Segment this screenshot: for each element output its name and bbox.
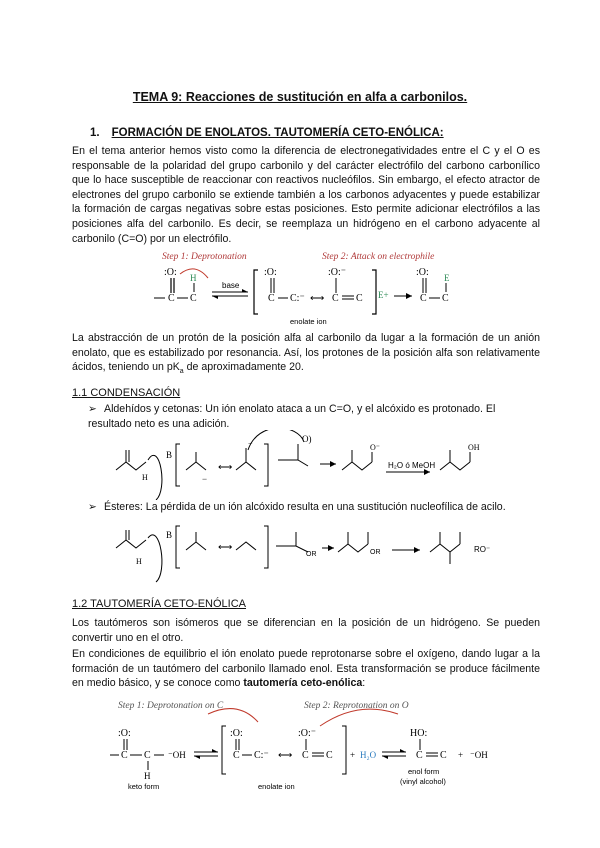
svg-text::O:: :O: (164, 267, 177, 278)
svg-text:⟷: ⟷ (218, 542, 233, 553)
enolate-paragraph-end: de aproximadamente 20. (183, 361, 304, 374)
keto-enol-figure (108, 698, 508, 790)
bullet-arrow-icon: ➢ (88, 403, 97, 415)
tautomerism-heading: 1.2 TAUTOMERÍA CETO-ENÓLICA (72, 598, 247, 610)
svg-text:C: C (416, 750, 423, 761)
svg-text:C: C (440, 750, 447, 761)
svg-text:C: C (268, 293, 275, 304)
svg-text:C: C (121, 750, 128, 761)
svg-text:−: − (202, 474, 208, 484)
fig1-h-label: H (190, 273, 197, 283)
fig1-base-label: base (222, 281, 240, 290)
fig4-oh-2: ⁻OH (470, 750, 488, 760)
svg-text:⟷: ⟷ (278, 750, 293, 761)
fig3-base: B (166, 530, 173, 540)
svg-text:C: C (356, 293, 363, 304)
fig4-keto-caption: keto form (128, 782, 160, 790)
keto-enol-text: En condiciones de equilibrio el ión enolato puede reprotonarse sobre el oxígeno, dando lugar a la formación de un tautómero del carbonilo llamado enol. Esta transformación se produce fácilmente en medio básico, y se conoce como (72, 648, 540, 690)
svg-text:C: C (326, 750, 333, 761)
fig4-ho: HO: (410, 728, 428, 739)
svg-text:C: C (168, 293, 175, 304)
fig1-step1-label: Step 1: Deprotonation (162, 252, 247, 262)
fig2-reagent: H₂O ó MeOH (388, 461, 436, 470)
enolate-paragraph-text: La abstracción de un protón de la posición alfa al carbonilo da lugar a la formación de un anión enolato, que es estabilizado por resonancia. Así, los protones de la posición alfa son relativamente ácidos, teniendo un pK (72, 332, 540, 374)
fig3-h: H (136, 557, 142, 566)
svg-text:O⁻: O⁻ (370, 443, 380, 452)
enolate-formation-figure (150, 248, 470, 328)
pka-subscript: a (179, 368, 184, 376)
svg-text:−: − (248, 439, 253, 448)
ester-condensation-figure (108, 522, 508, 592)
fig4-enol-caption: enol form (408, 767, 440, 776)
svg-text:C: C (233, 750, 240, 761)
svg-text:⟷: ⟷ (310, 293, 325, 304)
fig3-or-1: OR (306, 551, 317, 558)
fig1-caption: enolate ion (290, 317, 327, 326)
enolate-paragraph (72, 331, 540, 380)
svg-text:O): O) (302, 434, 312, 444)
fig2-base: B (166, 450, 173, 460)
svg-text::O:⁻: :O:⁻ (328, 267, 347, 278)
fig4-oh: ⁻OH (168, 750, 186, 760)
fig3-ro: RO⁻ (474, 545, 491, 554)
fig4-water: H₂O (360, 750, 377, 760)
svg-text:OH: OH (468, 443, 480, 452)
fig1-step2-label: Step 2: Attack on electrophile (322, 252, 435, 262)
svg-text:C: C (420, 293, 427, 304)
fig1-e-label: E (444, 273, 450, 283)
svg-text:H: H (142, 473, 148, 482)
fig4-step2: Step 2: Reprotonation on O (304, 701, 409, 711)
keto-enol-paragraph (72, 647, 540, 691)
fig4-enolate-caption: enolate ion (258, 782, 295, 790)
svg-text::O:: :O: (230, 728, 243, 739)
fig1-electrophile: E+ (378, 290, 389, 300)
bullet-esters-text: Ésteres: La pérdida de un ión alcóxido resulta en una sustitución nucleofílica de acilo. (104, 501, 506, 513)
svg-text:C: C (332, 293, 339, 304)
keto-enol-end: : (362, 677, 366, 690)
svg-text:C: C (302, 750, 309, 761)
svg-text:C:⁻: C:⁻ (254, 750, 269, 761)
svg-text::O:: :O: (264, 267, 277, 278)
svg-text::O:: :O: (118, 728, 131, 739)
svg-text::O:: :O: (416, 267, 429, 278)
condensation-heading: 1.1 CONDENSACIÓN (72, 387, 181, 399)
svg-text:+: + (350, 750, 356, 760)
bullet-aldehydes-text: Aldehídos y cetonas: Un ión enolato ataca a un C=O, y el alcóxido es protonado. El resultado neto es una adición. (88, 403, 496, 430)
section-heading-text: FORMACIÓN DE ENOLATOS. TAUTOMERÍA CETO-ENÓLICA: (111, 127, 444, 139)
bullet-esters (88, 500, 540, 515)
svg-text:C:⁻: C:⁻ (290, 293, 305, 304)
page-title: TEMA 9: Reacciones de sustitución en alfa a carbonilos. (132, 90, 468, 104)
svg-text:C: C (144, 750, 151, 761)
svg-text:+: + (458, 750, 464, 760)
svg-text:C: C (190, 293, 197, 304)
section-number: 1. (90, 127, 100, 139)
aldol-condensation-figure (108, 430, 508, 500)
svg-text:⟷: ⟷ (218, 462, 233, 473)
fig4-step1: Step 1: Deprotonation on C (118, 701, 224, 711)
intro-paragraph: En el tema anterior hemos visto como la diferencia de electronegatividades entre el C y el O es responsable de la polaridad del grupo carbonilo y del carácter electrófilo del carbono carbonílico que lo hace susceptible de reaccionar con reactivos nucleófilos. Sin embargo, el efecto atractor de electrones del grupo carbonilo se extiende también a los carbonos adyacentes y puede estabilizar la formación de cargas negativas sobre estas posiciones. Esto permite adicionar electrófilos a las posiciones alfa del carbonilo. Es decir, se reemplaza un hidrógeno en el carbono adyacente al carbonilo (C=O) por un electrófilo. (72, 145, 540, 245)
section-1-heading (90, 127, 444, 139)
bullet-arrow-icon-2: ➢ (88, 501, 97, 513)
bullet-aldehydes (88, 402, 540, 431)
keto-enol-bold: tautomería ceto-enólica (243, 677, 363, 690)
fig3-or-2: OR (370, 549, 381, 556)
tautomers-paragraph: Los tautómeros son isómeros que se diferencian en la posición de un hidrógeno. Se pueden convertir uno en el otro. (72, 617, 540, 644)
svg-text:C: C (442, 293, 449, 304)
fig4-h: H (144, 771, 151, 781)
svg-text::O:⁻: :O:⁻ (298, 728, 317, 739)
fig4-enol-subcaption: (vinyl alcohol) (400, 777, 446, 786)
